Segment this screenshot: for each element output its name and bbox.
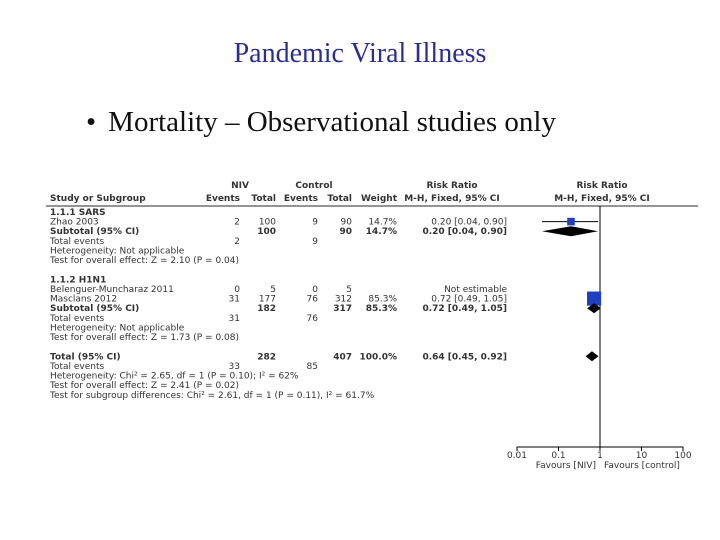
row-label: Test for overall effect: Z = 2.10 (P = 0.04) [50,256,239,267]
row-events2: 85 [306,361,318,372]
x-tick-label: 0.01 [506,451,528,461]
x-tick-label: 10 [635,451,648,461]
row-label: Test for subgroup differences: Chi² = 2.61, df = 1 (P = 0.11), I² = 61.7% [50,390,375,401]
header-plot-risk-ratio: Risk Ratio [576,181,628,191]
row-total2: 90 [339,227,352,238]
row-label: 1.1.2 H1N1 [50,275,107,286]
row-label: Total events [50,361,105,372]
row-total2: 312 [334,294,352,305]
total-diamond [586,351,599,361]
header-study: Study or Subgroup [50,194,146,204]
subtotal-diamond [542,226,598,236]
header-weight: Weight [361,194,397,204]
row-events1: 0 [234,284,240,295]
row-total1: 282 [257,352,276,363]
favours-right-label: Favours [control] [604,461,680,471]
row-events2: 9 [312,217,318,228]
slide-title: Pandemic Viral Illness [233,38,487,69]
header-rr-method: M-H, Fixed, 95% CI [404,194,500,204]
row-ci: 0.20 [0.04, 0.90] [422,227,507,238]
row-ci: 0.20 [0.04, 0.90] [431,217,507,228]
row-label: Subtotal (95% CI) [50,227,140,238]
row-events1: 2 [234,236,240,247]
row-label: Heterogeneity: Not applicable [50,323,185,334]
row-weight: 85.3% [368,294,397,305]
row-label: Heterogeneity: Chi² = 2.65, df = 1 (P = 0.10); I² = 62% [50,371,299,382]
header-group1: NIV [231,181,249,191]
row-events2: 9 [312,236,318,247]
bullet-text: Mortality – Observational studies only [108,106,556,138]
row-weight: 85.3% [365,304,397,315]
row-label: Test for overall effect: Z = 1.73 (P = 0.08) [50,333,239,344]
row-label: Total (95% CI) [50,352,121,363]
point-estimate-square [567,218,575,226]
row-total2: 317 [333,304,352,315]
row-total2: 5 [346,284,352,295]
row-label: Masclans 2012 [50,294,118,305]
header-plot-method: M-H, Fixed, 95% CI [554,194,650,204]
header-total2: Total [327,194,352,204]
bullet-dot-icon: • [86,106,97,138]
x-tick-label: 0.1 [551,451,566,461]
row-label: Subtotal (95% CI) [50,304,140,315]
header-total1: Total [251,194,276,204]
row-weight: 14.7% [368,217,397,228]
row-total1: 177 [258,294,276,305]
row-total2: 407 [333,352,352,363]
row-total1: 5 [270,284,276,295]
row-events2: 76 [306,294,318,305]
x-tick-label: 1 [597,451,603,461]
row-ci: Not estimable [444,284,507,295]
row-label: Zhao 2003 [50,217,99,228]
x-tick-label: 100 [674,451,692,461]
row-events1: 33 [228,361,240,372]
row-events1: 31 [228,294,240,305]
row-ci: 0.64 [0.45, 0.92] [422,352,507,363]
row-events1: 31 [228,313,240,324]
header-events2: Events [283,194,318,204]
row-label: 1.1.1 SARS [50,208,106,218]
row-label: Total events [50,313,105,324]
header-group2: Control [295,181,333,191]
row-total1: 100 [258,217,276,228]
row-total1: 100 [257,227,276,238]
row-label: Total events [50,236,105,247]
favours-left-label: Favours [NIV] [535,461,596,471]
row-label: Heterogeneity: Not applicable [50,246,185,257]
row-label: Test for overall effect: Z = 2.41 (P = 0.02) [50,381,239,392]
row-weight: 14.7% [365,227,397,238]
row-total1: 182 [257,304,276,315]
row-label: Belenguer-Muncharaz 2011 [50,284,174,295]
row-events2: 76 [306,313,318,324]
header-risk-ratio: Risk Ratio [426,181,478,191]
row-events1: 2 [234,217,240,228]
row-total2: 90 [340,217,352,228]
row-ci: 0.72 [0.49, 1.05] [431,294,507,305]
header-events1: Events [205,194,240,204]
row-ci: 0.72 [0.49, 1.05] [422,304,507,315]
row-weight: 100.0% [359,352,397,363]
row-events2: 0 [312,284,318,295]
